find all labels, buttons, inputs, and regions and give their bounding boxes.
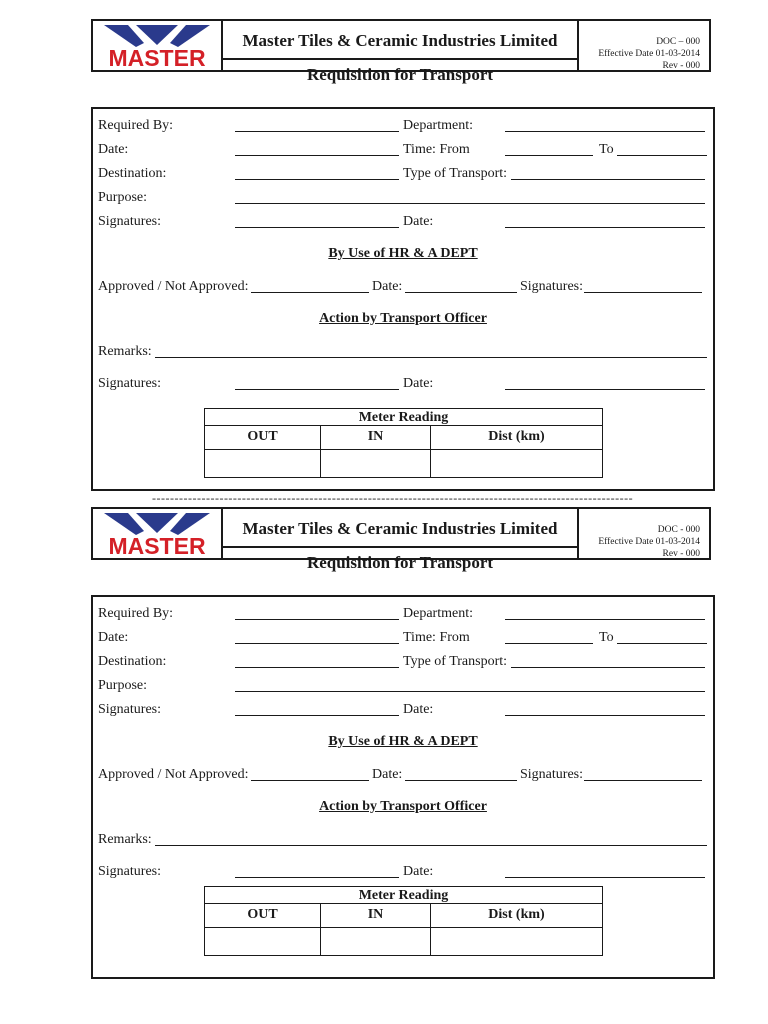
doc-info (598, 524, 700, 560)
officer-signatures-field[interactable] (235, 877, 399, 878)
department-field[interactable] (505, 131, 705, 132)
required-by-field[interactable] (235, 619, 399, 620)
meter-reading-table (204, 408, 603, 478)
doc-number: DOC - 000 (657, 525, 700, 535)
remarks-field[interactable] (155, 845, 707, 846)
form-body (91, 595, 715, 979)
logo-cell (93, 21, 223, 70)
date-field[interactable] (235, 155, 399, 156)
approval-signatures-label: Signatures: (520, 767, 583, 782)
signatures-field[interactable] (235, 715, 399, 716)
destination-label: Destination: (98, 654, 167, 669)
meter-col-header: Dist (km) (431, 904, 602, 928)
approval-signatures-field[interactable] (584, 292, 702, 293)
date-label: Date: (98, 630, 129, 645)
approval-date-label: Date: (372, 767, 403, 782)
purpose-label: Purpose: (98, 678, 147, 693)
logo-text: MASTER (108, 532, 206, 557)
time-from-label: Time: From (403, 630, 470, 645)
purpose-field[interactable] (235, 691, 705, 692)
purpose-label: Purpose: (98, 190, 147, 205)
meter-reading-title: Meter Reading (205, 409, 602, 426)
signature-date-label: Date: (403, 702, 434, 717)
required-by-field[interactable] (235, 131, 399, 132)
meter-col-dist (431, 904, 602, 955)
meter-col-in (321, 904, 431, 955)
approval-signatures-label: Signatures: (520, 279, 583, 294)
approved-label: Approved / Not Approved: (98, 279, 249, 294)
required-by-label: Required By: (98, 118, 174, 133)
company-name: Master Tiles & Ceramic Industries Limited (223, 21, 577, 60)
time-from-field[interactable] (505, 643, 593, 644)
logo-cell (93, 509, 223, 558)
effective-date: Effective Date 01-03-2014 (598, 537, 700, 547)
officer-signatures-label: Signatures: (98, 864, 161, 879)
meter-col-dist (431, 426, 602, 477)
type-of-transport-label: Type of Transport: (403, 654, 508, 669)
form-header (91, 19, 711, 84)
date-label: Date: (98, 142, 129, 157)
master-logo (98, 23, 216, 69)
header-middle (223, 21, 579, 84)
type-of-transport-field[interactable] (511, 179, 705, 180)
remarks-field[interactable] (155, 357, 707, 358)
signature-date-field[interactable] (505, 227, 705, 228)
meter-col-out (205, 426, 321, 477)
department-label: Department: (403, 118, 473, 133)
officer-signatures-field[interactable] (235, 389, 399, 390)
master-logo-mark-icon (98, 511, 216, 557)
master-logo (98, 511, 216, 557)
revision: Rev - 000 (662, 549, 700, 559)
company-name: Master Tiles & Ceramic Industries Limited (223, 509, 577, 548)
approval-date-label: Date: (372, 279, 403, 294)
form-header (91, 507, 711, 572)
master-logo-mark-icon (98, 23, 216, 69)
destination-label: Destination: (98, 166, 167, 181)
doc-number: DOC – 000 (656, 37, 700, 47)
officer-date-label: Date: (403, 864, 434, 879)
revision: Rev - 000 (662, 61, 700, 71)
transport-section-heading: Action by Transport Officer (319, 311, 487, 326)
effective-date: Effective Date 01-03-2014 (598, 49, 700, 59)
remarks-label: Remarks: (98, 832, 152, 847)
header-middle (223, 509, 579, 572)
requisition-form-2 (0, 488, 768, 978)
officer-date-field[interactable] (505, 877, 705, 878)
meter-col-header: IN (321, 426, 430, 450)
type-of-transport-label: Type of Transport: (403, 166, 508, 181)
meter-col-out (205, 904, 321, 955)
hr-section-heading: By Use of HR & A DEPT (328, 246, 478, 261)
approval-date-field[interactable] (405, 292, 517, 293)
purpose-field[interactable] (235, 203, 705, 204)
signature-date-label: Date: (403, 214, 434, 229)
requisition-form-1 (0, 0, 768, 490)
time-to-field[interactable] (617, 155, 707, 156)
time-from-label: Time: From (403, 142, 470, 157)
destination-field[interactable] (235, 667, 399, 668)
date-field[interactable] (235, 643, 399, 644)
officer-signatures-label: Signatures: (98, 376, 161, 391)
time-to-label: To (599, 142, 614, 157)
officer-date-label: Date: (403, 376, 434, 391)
remarks-label: Remarks: (98, 344, 152, 359)
approval-signatures-field[interactable] (584, 780, 702, 781)
required-by-label: Required By: (98, 606, 174, 621)
meter-col-in (321, 426, 431, 477)
meter-col-header: OUT (205, 904, 320, 928)
officer-date-field[interactable] (505, 389, 705, 390)
meter-reading-title: Meter Reading (205, 887, 602, 904)
approval-date-field[interactable] (405, 780, 517, 781)
meter-col-header: IN (321, 904, 430, 928)
time-to-label: To (599, 630, 614, 645)
cut-separator: ----------------------------------------------------------------------------------------------------------- (152, 491, 634, 505)
time-from-field[interactable] (505, 155, 593, 156)
meter-col-header: OUT (205, 426, 320, 450)
doc-info (598, 36, 700, 72)
type-of-transport-field[interactable] (511, 667, 705, 668)
signatures-label: Signatures: (98, 214, 161, 229)
department-field[interactable] (505, 619, 705, 620)
meter-reading-table (204, 886, 603, 956)
form-body (91, 107, 715, 491)
department-label: Department: (403, 606, 473, 621)
approved-field[interactable] (251, 292, 369, 293)
hr-section-heading: By Use of HR & A DEPT (328, 734, 478, 749)
signatures-field[interactable] (235, 227, 399, 228)
approved-label: Approved / Not Approved: (98, 767, 249, 782)
signature-date-field[interactable] (505, 715, 705, 716)
form-title: Requisition for Transport (306, 553, 494, 572)
meter-col-header: Dist (km) (431, 426, 602, 450)
form-title: Requisition for Transport (306, 65, 494, 84)
destination-field[interactable] (235, 179, 399, 180)
approved-field[interactable] (251, 780, 369, 781)
transport-section-heading: Action by Transport Officer (319, 799, 487, 814)
time-to-field[interactable] (617, 643, 707, 644)
signatures-label: Signatures: (98, 702, 161, 717)
logo-text: MASTER (108, 44, 206, 69)
